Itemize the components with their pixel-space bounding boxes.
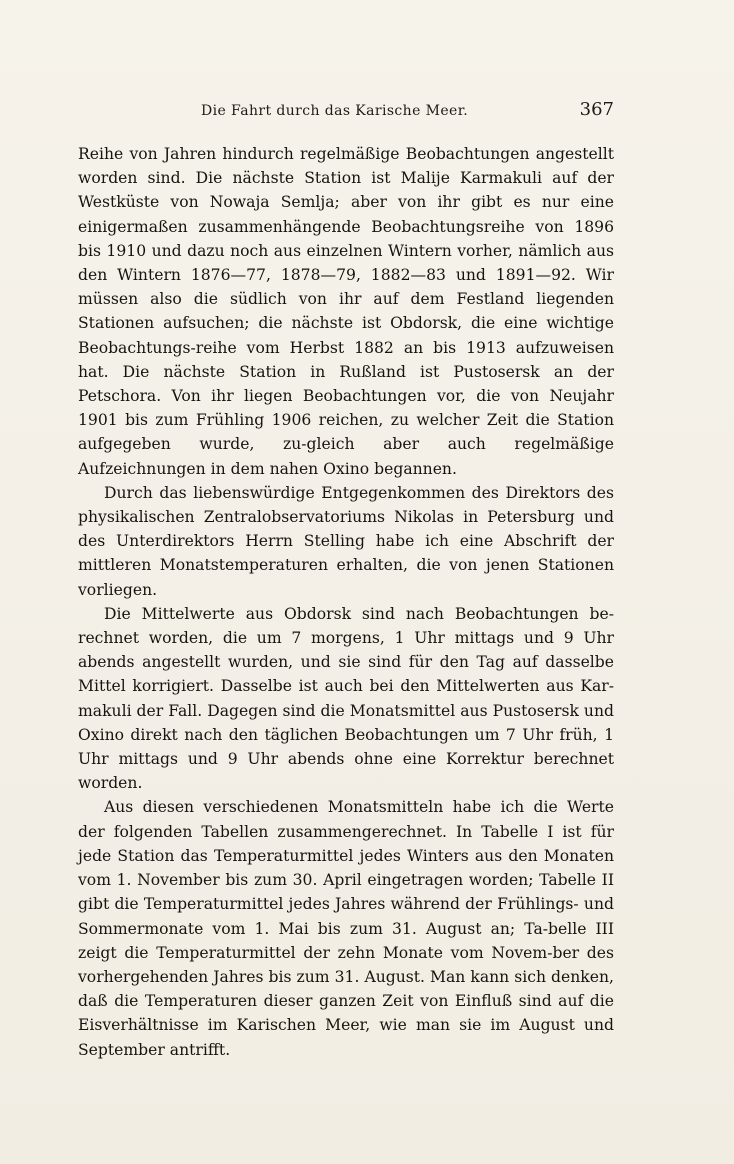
page-header — [78, 98, 614, 128]
paragraph-3: Die Mittelwerte aus Obdorsk sind nach Beobachtungen be-rechnet worden, die um 7 morgens, 1 Uhr mittags und 9 Uhr abends angestellt wurden, und sie sind für den Tag auf dasselbe Mittel korrigiert. Dasselbe ist auch bei den Mittelwerten aus Kar-makuli der Fall. Dagegen sind die Monatsmittel aus Pustosersk und Oxino direkt nach den täglichen Beobachtungen um 7 Uhr früh, 1 Uhr mittags und 9 Uhr abends ohne eine Korrektur berechnet worden. — [78, 604, 614, 793]
page-number: 367 — [579, 99, 614, 120]
running-title: Die Fahrt durch das Karische Meer. — [201, 103, 469, 119]
paragraph-2: Durch das liebenswürdige Entgegenkommen des Direktors des physikalischen Zentralobservatoriums Nikolas in Petersburg und des Unterdirektors Herrn Stelling habe ich eine Abschrift der mittleren Monatstemperaturen erhalten, die von jenen Stationen vorliegen. — [78, 483, 614, 599]
body-text — [78, 142, 614, 1062]
paragraph-4: Aus diesen verschiedenen Monatsmitteln habe ich die Werte der folgenden Tabellen zusammengerechnet. In Tabelle I ist für jede Station das Temperaturmittel jedes Winters aus den Monaten vom 1. November bis zum 30. April eingetragen worden; Tabelle II gibt die Temperaturmittel jedes Jahres während der Frühlings- und Sommermonate vom 1. Mai bis zum 31. August an; Ta-belle III zeigt die Temperaturmittel der zehn Monate vom Novem-ber des vorhergehenden Jahres bis zum 31. August. Man kann sich denken, daß die Temperaturen dieser ganzen Zeit von Einfluß sind auf die Eisverhältnisse im Karischen Meer, wie man sie im August und September antrifft. — [78, 798, 614, 1059]
paragraph-1: Reihe von Jahren hindurch regelmäßige Beobachtungen angestellt worden sind. Die nächste Station ist Malije Karmakuli auf der Westküste von Nowaja Semlja; aber von ihr gibt es nur eine einigermaßen zusammenhängende Beobachtungsreihe von 1896 bis 1910 und dazu noch aus einzelnen Wintern vorher, nämlich aus den Wintern 1876—77, 1878—79, 1882—83 und 1891—92. Wir müssen also die südlich von ihr auf dem Festland liegenden Stationen aufsuchen; die nächste ist Obdorsk, die eine wichtige Beobachtungs-reihe vom Herbst 1882 an bis 1913 aufzuweisen hat. Die nächste Station in Rußland ist Pustosersk an der Petschora. Von ihr liegen Beobachtungen vor, die von Neujahr 1901 bis zum Frühling 1906 reichen, zu welcher Zeit die Station aufgegeben wurde, zu-gleich aber auch regelmäßige Aufzeichnungen in dem nahen Oxino begannen. — [78, 145, 614, 478]
